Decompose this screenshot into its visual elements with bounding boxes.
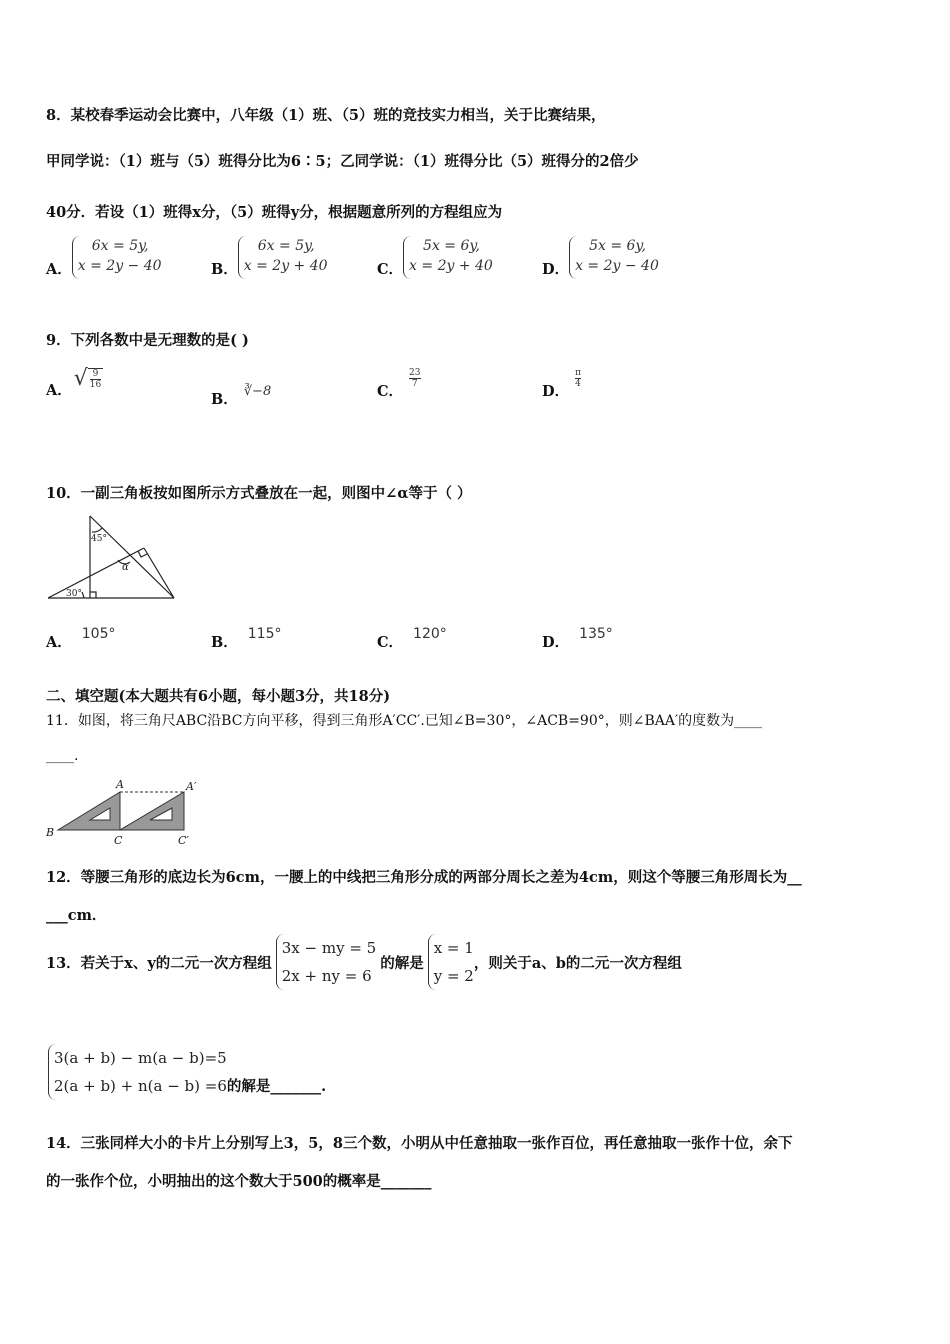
- q10-option-b[interactable]: [211, 626, 282, 652]
- option-label: B．: [211, 634, 238, 651]
- cube-root: ∛−8: [243, 384, 272, 399]
- option-label: D．: [542, 634, 570, 651]
- q10-option-c[interactable]: [377, 626, 447, 652]
- equation-system: [569, 236, 659, 279]
- equation-system-1: [276, 934, 376, 990]
- q9-option-c[interactable]: [377, 368, 421, 401]
- equation: 5x = 6y,: [423, 238, 480, 254]
- q9-option-b[interactable]: [211, 384, 271, 409]
- denominator: 16: [89, 380, 102, 390]
- numerator: 9: [90, 369, 101, 380]
- equation: x = 1: [433, 939, 474, 957]
- numerator: 23: [409, 368, 421, 378]
- radical-icon: √: [73, 366, 88, 391]
- solution-system: [428, 934, 474, 990]
- option-label: A．: [46, 382, 72, 399]
- triangle-rulers-figure: [44, 512, 180, 604]
- q8-option-a[interactable]: [46, 236, 162, 279]
- q8-line3: 40分．若设（1）班得x分，（5）班得y分，根据题意所列的方程组应为: [46, 204, 503, 221]
- option-label: D．: [542, 383, 570, 400]
- option-label: A．: [46, 634, 72, 651]
- angle-30-label: 30°: [66, 589, 82, 599]
- equation: 2x + ny = 6: [281, 967, 372, 985]
- point-c-label: C: [114, 834, 123, 846]
- equation: x = 2y − 40: [575, 258, 659, 274]
- option-value: 115°: [247, 626, 282, 642]
- equation: 2(a + b) + n(a − b) =6: [54, 1077, 227, 1095]
- option-label: D．: [542, 261, 570, 278]
- option-value: 135°: [579, 626, 613, 642]
- equation: x = 2y − 40: [77, 258, 162, 274]
- q11-line2: ____.: [46, 748, 79, 764]
- translated-triangles-figure: [44, 776, 204, 846]
- equation: 6x = 5y,: [257, 238, 315, 254]
- section-heading: 二、填空题(本大题共有6小题，每小题3分，共18分): [46, 688, 391, 705]
- denominator: 7: [411, 379, 418, 389]
- point-a-label: A: [116, 778, 124, 791]
- q9-option-d[interactable]: [542, 368, 581, 401]
- fraction: [575, 368, 581, 389]
- q8-option-b[interactable]: [211, 236, 328, 279]
- q13-suffix: ，则关于a、b的二元一次方程组: [473, 954, 682, 972]
- q8-option-d[interactable]: [542, 236, 659, 279]
- equation: 3(a + b) − m(a − b)=5: [54, 1049, 227, 1067]
- option-label: B．: [211, 391, 238, 408]
- option-label: C．: [377, 383, 404, 400]
- q10-option-d[interactable]: [542, 626, 613, 652]
- point-b-label: B: [46, 826, 55, 839]
- option-value: 120°: [413, 626, 447, 642]
- q12-line2: ___cm．: [46, 907, 107, 924]
- q10-stem: 10．一副三角板按如图所示方式叠放在一起，则图中∠α等于（ ）: [46, 485, 472, 502]
- option-label: A．: [46, 261, 72, 278]
- equation-system: [72, 236, 162, 279]
- numerator: π: [575, 368, 581, 378]
- equation-system: [403, 236, 493, 279]
- q8-option-c[interactable]: [377, 236, 493, 279]
- q10-option-a[interactable]: [46, 626, 116, 652]
- q8-line2: 甲同学说：（1）班与（5）班得分比为6∶5；乙同学说：（1）班得分比（5）班得分的2倍少: [46, 153, 639, 170]
- option-label: C．: [377, 261, 404, 278]
- angle-alpha-label: α: [122, 562, 129, 573]
- equation: 3x − my = 5: [281, 939, 377, 957]
- equation: x = 2y + 40: [409, 258, 493, 274]
- equation: x = 2y + 40: [243, 258, 328, 274]
- fraction: [409, 368, 420, 389]
- equation-system: [238, 236, 328, 279]
- equation: 6x = 5y,: [91, 238, 149, 254]
- q11-line1: 11．如图，将三角尺ABC沿BC方向平移，得到三角形A′CC′.已知∠B=30°，∠ACB=90°，则∠BAA′的度数为____: [46, 713, 763, 729]
- q13-prefix: 13．若关于x、y的二元一次方程组: [46, 954, 272, 972]
- equation: y = 2: [433, 967, 474, 985]
- angle-45-label: 45°: [91, 534, 107, 544]
- q13-end: 的解是_______.: [226, 1077, 327, 1095]
- q13-line2: [48, 1044, 326, 1100]
- equation-system-2: [48, 1044, 227, 1100]
- option-value: 105°: [81, 626, 116, 642]
- q13-line1: [46, 934, 682, 990]
- option-label: B．: [211, 261, 238, 278]
- denominator: 4: [575, 379, 581, 389]
- point-c-prime-label: C′: [178, 834, 189, 846]
- q8-line1: 8．某校春季运动会比赛中，八年级（1）班、（5）班的竞技实力相当，关于比赛结果，: [46, 107, 606, 124]
- q9-stem: 9．下列各数中是无理数的是( ): [46, 332, 249, 349]
- sqrt-fraction: [74, 368, 103, 390]
- q14-line1: 14．三张同样大小的卡片上分别写上3，5，8三个数，小明从中任意抽取一张作百位，再任意抽取一张作十位，余下: [46, 1135, 793, 1152]
- option-label: C．: [377, 634, 404, 651]
- equation: 5x = 6y,: [589, 238, 646, 254]
- q13-mid: 的解是: [380, 954, 424, 972]
- point-a-prime-label: A′: [186, 780, 197, 793]
- q9-option-a[interactable]: [46, 368, 103, 400]
- q12-line1: 12．等腰三角形的底边长为6cm，一腰上的中线把三角形分成的两部分周长之差为4cm，则这个等腰三角形周长为__: [46, 869, 802, 886]
- q14-line2: 的一张作个位，小明抽出的这个数大于500的概率是_______: [46, 1173, 432, 1190]
